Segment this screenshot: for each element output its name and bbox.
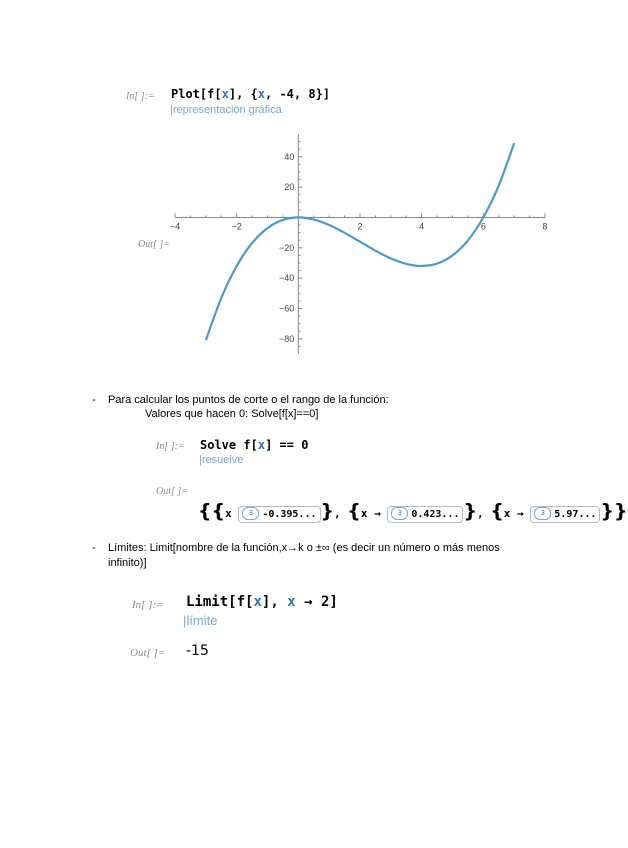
arg-x: x	[253, 594, 262, 610]
brace-close-outer: }	[613, 500, 628, 522]
brace-open-inner: {	[211, 500, 226, 522]
input-label: In[ ]:=	[132, 599, 164, 611]
y-tick-label: −40	[279, 273, 295, 284]
range-vals: -4, 8	[279, 87, 316, 101]
output-label: Out[ ]=	[156, 486, 189, 497]
input-label: In[ ]:=	[126, 91, 155, 102]
bullet-dash: -	[92, 542, 96, 554]
function-name: Solve	[200, 438, 237, 452]
range-var: x	[257, 87, 265, 101]
code-hint: |resuelve	[199, 454, 244, 466]
brace-close: }	[600, 500, 614, 522]
code-hint: |límite	[183, 613, 218, 628]
algebraic-number-icon: 3	[534, 507, 551, 520]
arg-x: x	[221, 87, 229, 101]
root-value: 5.97...	[554, 508, 597, 520]
function-curve	[206, 143, 514, 340]
root-var: x	[225, 507, 232, 520]
output-label: Out[ ]=	[130, 647, 166, 659]
bullet-text: Para calcular los puntos de corte o el rango de la función:	[108, 394, 389, 406]
equation-rest: == 0	[279, 438, 309, 452]
brace-close: }	[463, 500, 478, 522]
arg-f: f	[207, 87, 215, 101]
bullet-dash: -	[92, 394, 96, 406]
root-value: 0.423...	[411, 508, 460, 520]
root-var: x	[503, 507, 511, 520]
y-tick-label: −20	[279, 242, 295, 253]
chart-ticks	[170, 142, 548, 347]
x-tick-label: −2	[231, 221, 242, 232]
plot-input-code[interactable]: Plot[f[x], {x, -4, 8}]	[171, 87, 331, 101]
algebraic-number-icon: 3	[391, 507, 408, 520]
root-var: x	[360, 507, 368, 520]
limit-result: -15	[186, 643, 209, 659]
bullet-text: Límites: Limit[nombre de la función,x→k o ±∞ (es decir un número o más menos	[108, 542, 500, 554]
arg-f: f	[236, 594, 246, 610]
bullet-subtext: Valores que hacen 0: Solve[f[x]==0]	[145, 408, 319, 420]
brace-close: }	[320, 500, 335, 522]
solve-input-code[interactable]: Solve f[x] == 0	[200, 438, 309, 452]
root-arrow: →	[374, 507, 381, 520]
brace-open: {	[347, 500, 361, 522]
code-hint: |representación gráfica	[170, 104, 282, 116]
limit-value: 2	[320, 594, 330, 610]
solve-output: {{x 3 -0.395... }, {x → 3 0.423... }, {x → 3 5.97... }}	[198, 500, 628, 522]
root-arrow: →	[517, 507, 524, 520]
x-tick-label: −4	[169, 221, 181, 232]
x-tick-label: 6	[480, 221, 486, 232]
y-tick-label: 40	[284, 151, 295, 162]
function-name: Limit	[186, 594, 229, 610]
root-value-box[interactable]	[530, 506, 600, 523]
limit-input-code[interactable]: Limit[f[x], x → 2]	[186, 594, 338, 610]
plot-chart	[160, 128, 560, 360]
root-value-box[interactable]	[238, 506, 320, 523]
arg-x: x	[257, 438, 266, 452]
brace-open: {	[198, 500, 212, 522]
chart-axes	[175, 134, 548, 354]
y-tick-label: −80	[279, 333, 295, 344]
brace-open: {	[490, 500, 504, 522]
root-value: -0.395...	[262, 508, 317, 520]
limit-arrow: →	[304, 594, 313, 610]
root-value-box[interactable]	[387, 506, 463, 523]
y-tick-label: −60	[279, 303, 295, 314]
bullet-text-cont: infinito)]	[108, 557, 147, 569]
limit-var: x	[287, 594, 296, 610]
algebraic-number-icon: 3	[242, 507, 259, 520]
arg-f: f	[243, 438, 251, 452]
function-name: Plot	[171, 87, 200, 101]
x-tick-label: 2	[357, 221, 363, 232]
x-tick-label: 8	[542, 221, 548, 232]
output-label: Out[ ]=	[138, 239, 171, 250]
input-label: In[ ]:=	[156, 441, 185, 452]
y-tick-label: 20	[284, 182, 295, 193]
x-tick-label: 4	[419, 221, 425, 232]
